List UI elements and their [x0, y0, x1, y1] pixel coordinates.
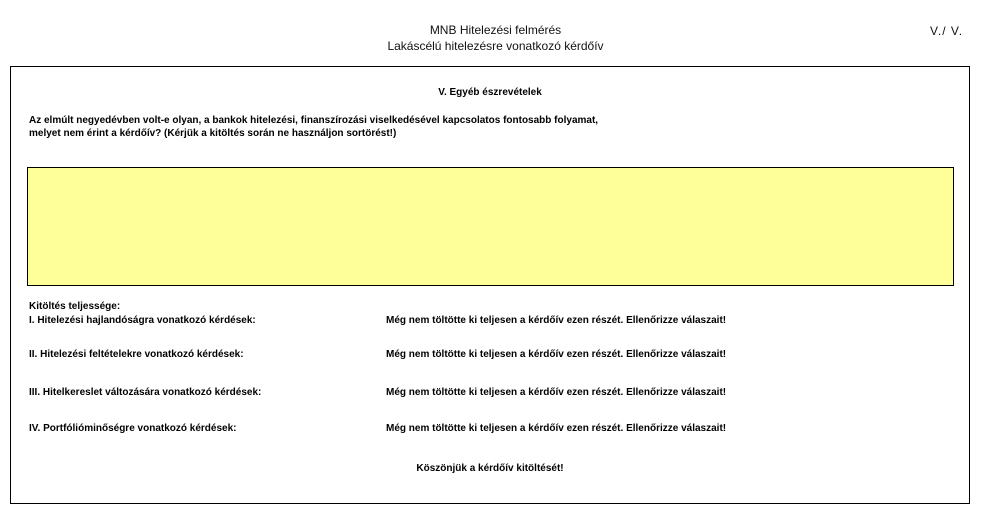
form-section-box: [10, 66, 970, 504]
section-title: V. Egyéb észrevételek: [438, 87, 542, 98]
header-title-line1: MNB Hitelezési felmérés: [429, 23, 562, 37]
header-title-line2: Lakáscélú hitelezésre vonatkozó kérdőív: [387, 39, 604, 53]
status-row-message: Még nem töltötte ki teljesen a kérdőív ezen részét. Ellenőrizze válaszait!: [386, 387, 727, 398]
question-line2: melyet nem érint a kérdőív? (Kérjük a kitöltés során ne használjon sortörést!): [29, 128, 397, 139]
status-row-message: Még nem töltötte ki teljesen a kérdőív ezen részét. Ellenőrizze válaszait!: [386, 349, 727, 360]
status-row-label: I. Hitelezési hajlandóságra vonatkozó kérdések:: [29, 315, 256, 326]
status-row-section-4: [29, 423, 959, 436]
status-row-label: III. Hitelkereslet változására vonatkozó kérdések:: [29, 387, 262, 398]
completeness-heading: Kitöltés teljessége:: [29, 301, 121, 312]
thank-you-message: Köszönjük a kérdőív kitöltését!: [416, 463, 564, 474]
comments-answer-field[interactable]: [27, 167, 954, 286]
status-row-section-3: [29, 387, 959, 400]
status-row-section-1: [29, 315, 959, 328]
status-row-label: II. Hitelezési feltételekre vonatkozó kérdések:: [29, 349, 244, 360]
status-row-section-2: [29, 349, 959, 362]
document-header: [0, 22, 991, 54]
question-line1: Az elmúlt negyedévben volt-e olyan, a bankok hitelezési, finanszírozási viselkedésével kapcsolatos fontosabb folyamat,: [29, 115, 599, 126]
status-row-message: Még nem töltötte ki teljesen a kérdőív ezen részét. Ellenőrizze válaszait!: [386, 315, 727, 326]
status-row-message: Még nem töltötte ki teljesen a kérdőív ezen részét. Ellenőrizze válaszait!: [386, 423, 727, 434]
question-text: [29, 114, 929, 140]
page-indicator: V./ V.: [930, 24, 964, 38]
status-row-label: IV. Portfólióminőségre vonatkozó kérdések:: [29, 423, 237, 434]
